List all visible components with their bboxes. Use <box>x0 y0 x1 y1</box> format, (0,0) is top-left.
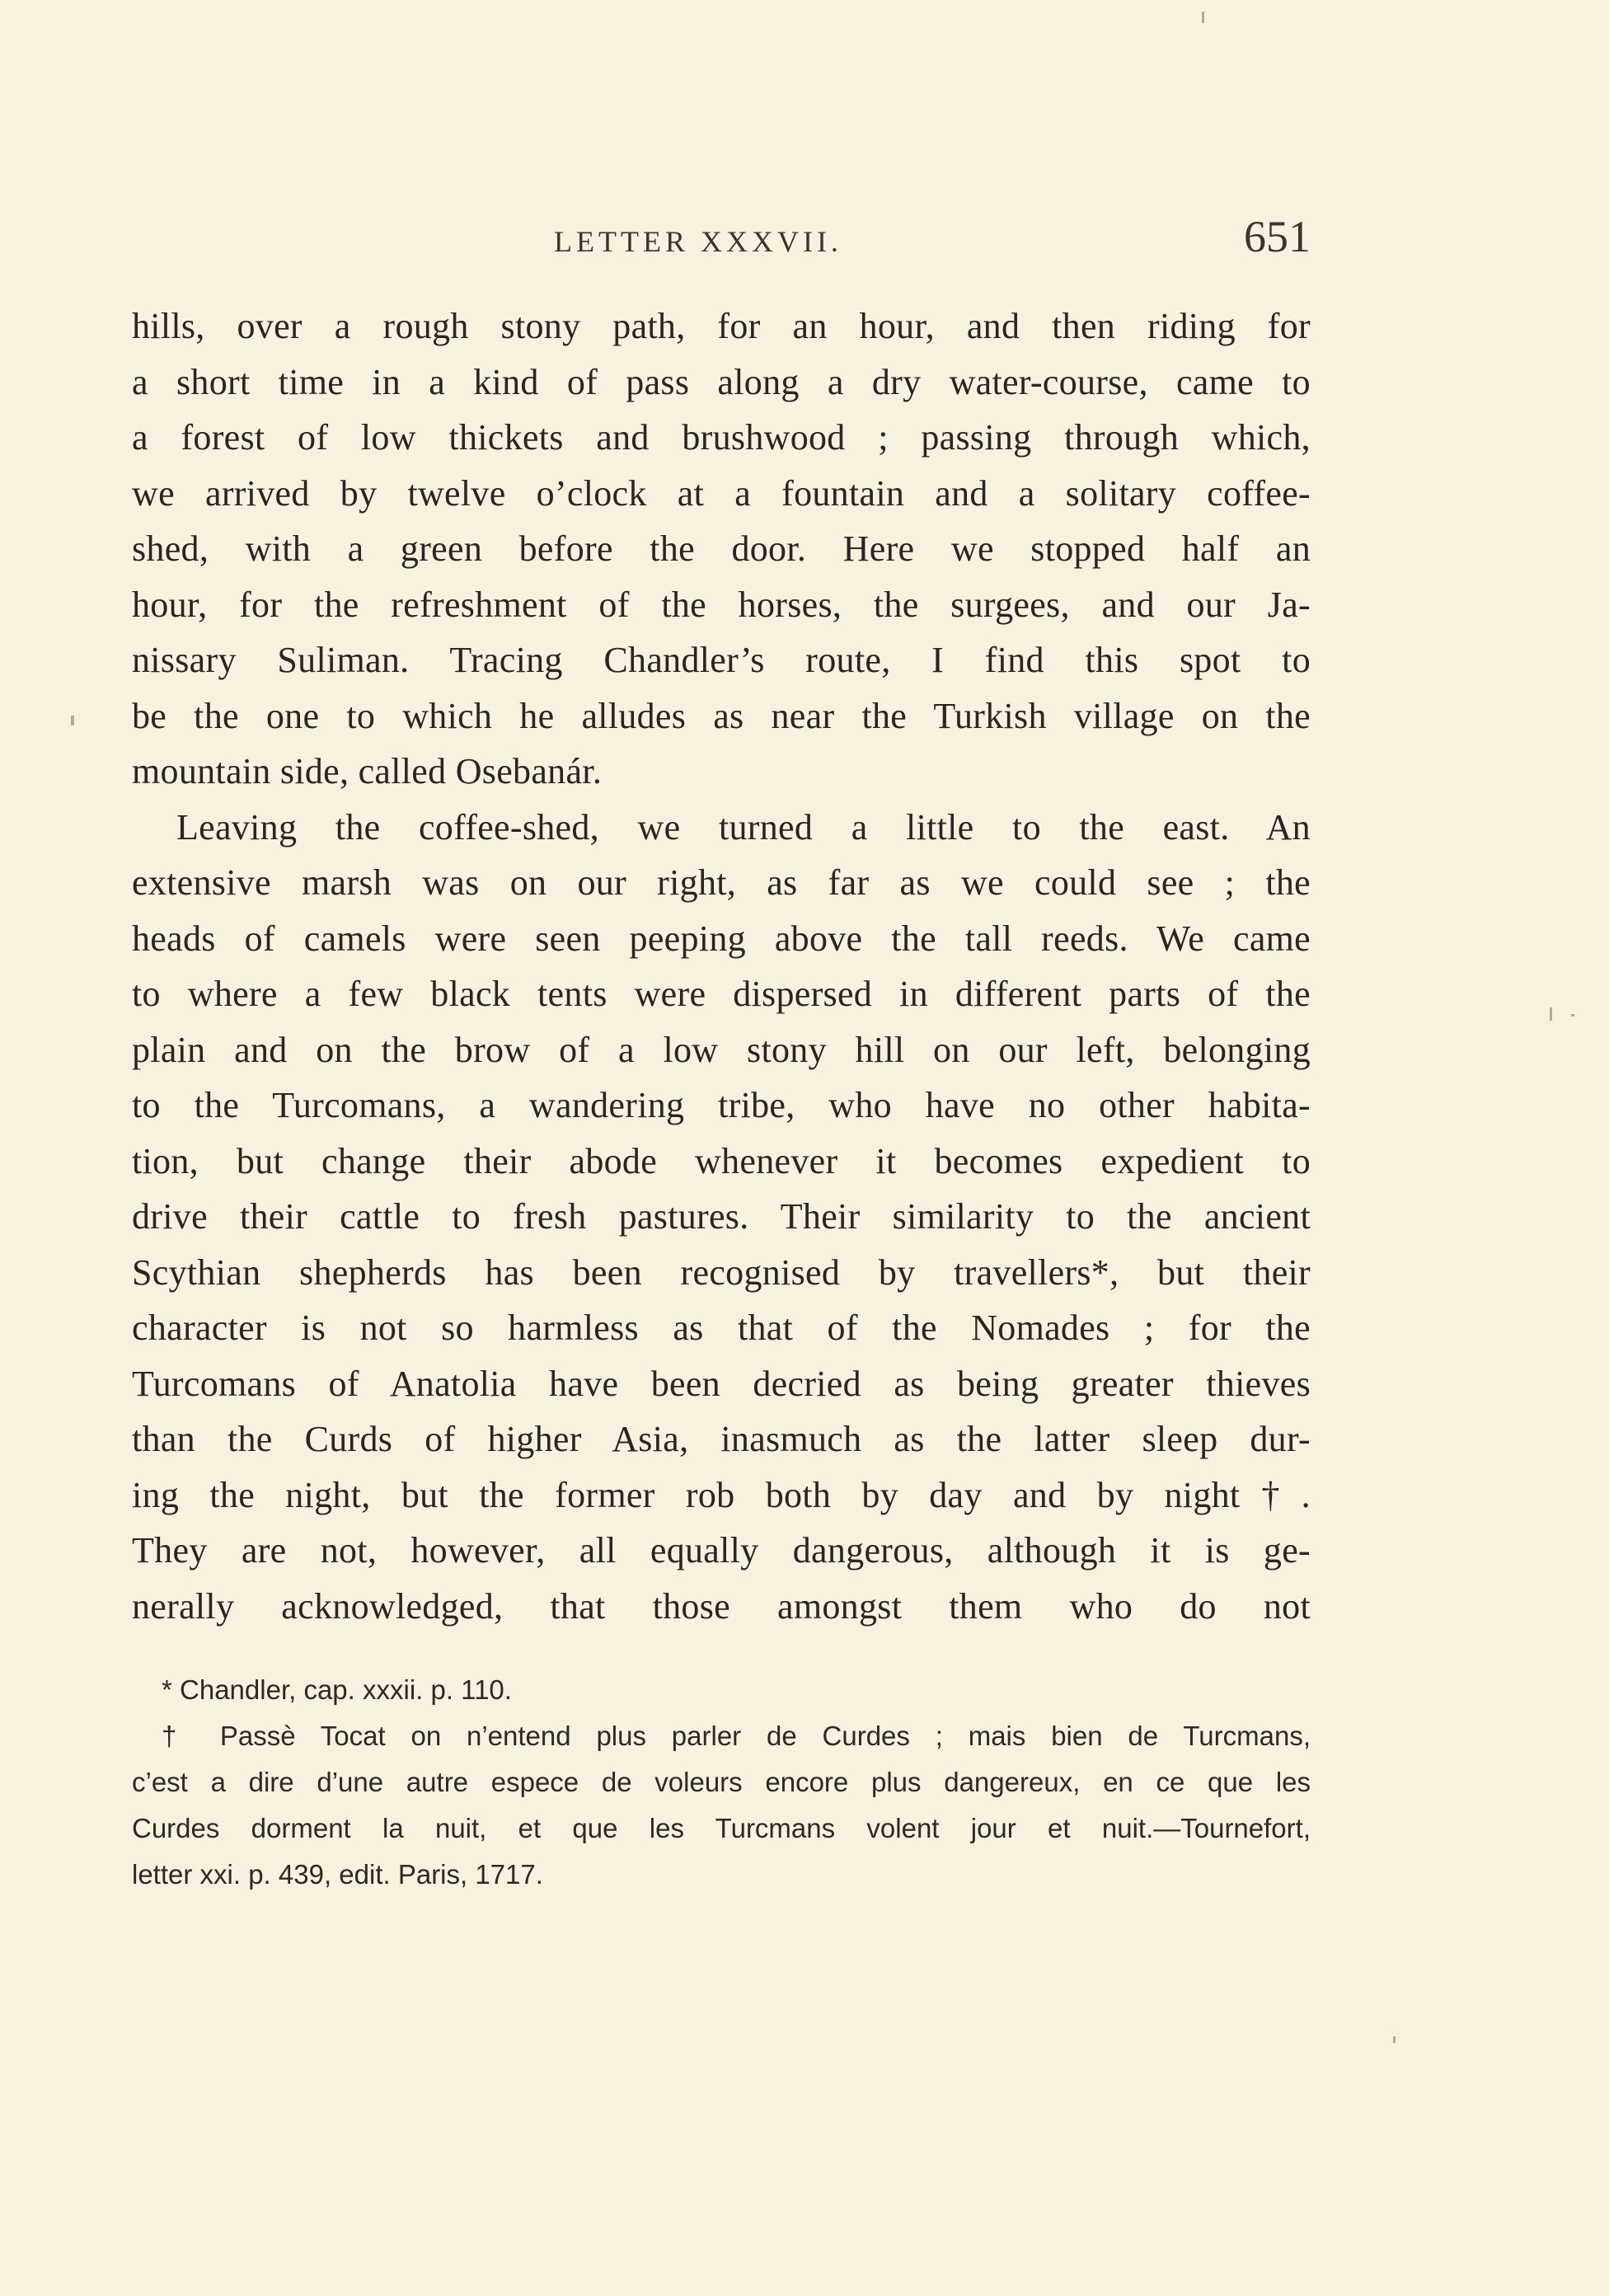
text-line: tion, but change their abode whenever it becomes expedient to <box>132 1140 1311 1181</box>
text-line: to where a few black tents were dispersed in different parts of the <box>132 974 1311 1014</box>
text-line: hills, over a rough stony path, for an hour, and then riding for <box>132 306 1311 346</box>
footnote-tournefort: † Passè Tocat on n’entend plus parler de Curdes ; mais bien de Turcmans, <box>162 1721 1311 1751</box>
paper-speck <box>1550 1007 1552 1021</box>
paper-speck <box>71 716 74 725</box>
text-line: heads of camels were seen peeping above the tall reeds. We came <box>132 918 1311 959</box>
text-line: character is not so harmless as that of the Nomades ; for the <box>132 1308 1311 1348</box>
footnotes <box>132 1667 1311 1898</box>
footnote-line: Curdes dorment la nuit, et que les Turcmans volent jour et nuit.—Tournefort, <box>132 1813 1311 1843</box>
text-line: plain and on the brow of a low stony hill on our left, belonging <box>132 1029 1311 1070</box>
text-line: nerally acknowledged, that those amongst them who do not <box>132 1585 1311 1627</box>
paper-speck <box>1571 1014 1574 1017</box>
text-line: mountain side, called Osebanár. <box>132 751 603 791</box>
text-line: extensive marsh was on our right, as far as we could see ; the <box>132 862 1311 903</box>
text-line: be the one to which he alludes as near the Turkish village on the <box>132 695 1311 736</box>
text-line: Turcomans of Anatolia have been decried as being greater thieves <box>132 1363 1311 1404</box>
page-header <box>132 206 1311 272</box>
footnote-line: c’est a dire d’une autre espece de voleurs encore plus dangereux, en ce que les <box>132 1767 1311 1797</box>
text-line: nissary Suliman. Tracing Chandler’s route, I find this spot to <box>132 640 1311 680</box>
text-line: Scythian shepherds has been recognised by travellers*, but their <box>132 1251 1311 1293</box>
text-line: drive their cattle to fresh pastures. Their similarity to the ancient <box>132 1196 1311 1237</box>
text-line: shed, with a green before the door. Here we stopped half an <box>132 528 1311 569</box>
text-line: ing the night, but the former rob both by day and by night†. <box>132 1474 1311 1515</box>
text-line: to the Turcomans, a wandering tribe, who have no other habita- <box>132 1085 1311 1125</box>
paragraph-start: Leaving the coffee-shed, we turned a little to the east. An <box>176 806 1311 848</box>
text-line: than the Curds of higher Asia, inasmuch as the latter sleep dur- <box>132 1419 1311 1459</box>
body-text <box>132 298 1311 1634</box>
text-line: a forest of low thickets and brushwood ; passing through which, <box>132 417 1311 458</box>
text-line: hour, for the refreshment of the horses, the surgees, and our Ja- <box>132 584 1311 625</box>
text-line: a short time in a kind of pass along a dry water-course, came to <box>132 361 1311 402</box>
paper-speck <box>1393 2036 1396 2043</box>
text-line: They are not, however, all equally dangerous, although it is ge- <box>132 1530 1311 1571</box>
text-line: we arrived by twelve o’clock at a fountain and a solitary coffee- <box>132 472 1311 514</box>
page-number: 651 <box>1244 212 1311 261</box>
paper-speck <box>1202 12 1204 23</box>
running-head: LETTER XXXVII. <box>554 225 842 258</box>
footnote-chandler: * Chandler, cap. xxxii. p. 110. <box>162 1674 512 1705</box>
footnote-line: letter xxi. p. 439, edit. Paris, 1717. <box>132 1859 543 1890</box>
